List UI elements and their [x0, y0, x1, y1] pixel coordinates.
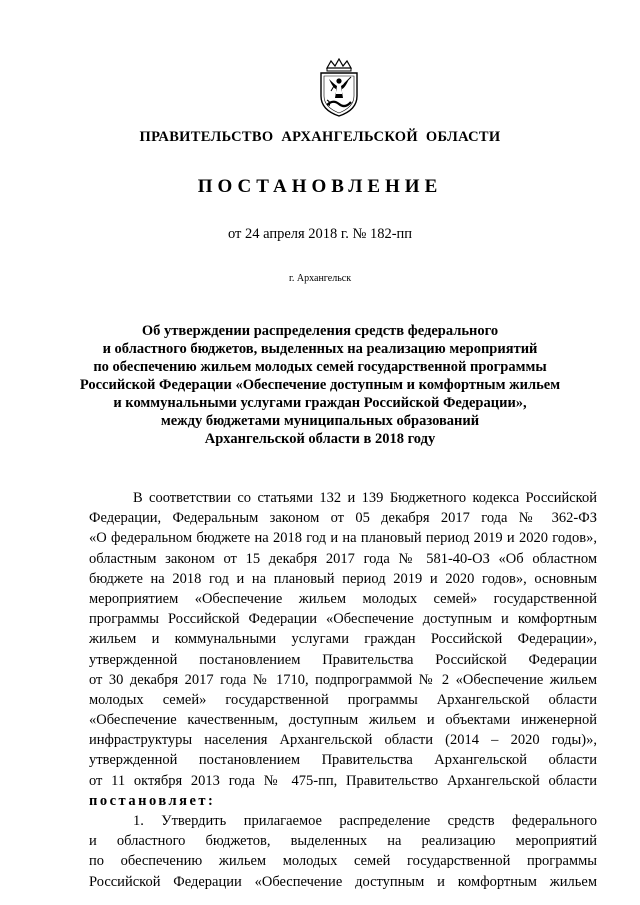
resolves-word: постановляет — [89, 792, 209, 809]
subject-line: и коммунальными услугами граждан Российской Федерации», — [113, 395, 527, 411]
subject-line: Российской Федерации «Обеспечение доступным и комфортным жильем — [79, 377, 561, 393]
body-line: утвержденной постановлением Правительства Архангельской области — [89, 752, 597, 769]
body-line: инфраструктуры населения Архангельской области (2014 – 2020 годы)», — [89, 732, 597, 749]
subject-line: Об утверждении распределения средств федерального — [141, 323, 499, 339]
body-line: молодых семей» государственной программы Архангельской области — [89, 691, 597, 708]
body-line: «Обеспечение качественным, доступным жильем и объектами инженерной — [89, 712, 597, 729]
body-line: бюджете на 2018 год и на плановый период 2019 и 2020 годов», основным — [89, 570, 597, 587]
body-line: Федерации, Федеральным законом от 05 декабря 2017 года № 362-ФЗ — [89, 510, 597, 527]
subject-line: между бюджетами муниципальных образований — [160, 413, 480, 429]
body-line: жильем и коммунальными услугами граждан Российской Федерации», — [89, 631, 597, 648]
arkhangelsk-coat-of-arms-icon — [315, 58, 363, 118]
body-line: по обеспечению жильем молодых семей государственной программы — [89, 853, 597, 870]
subject-line: Архангельской области в 2018 году — [204, 431, 436, 447]
body-line: от 30 декабря 2017 года № 1710, подпрограммой № 2 «Обеспечение жильем — [89, 671, 597, 688]
subject-line: по обеспечению жильем молодых семей государственной программы — [93, 359, 547, 375]
body-line: Российской Федерации «Обеспечение доступным и комфортным жильем — [89, 873, 597, 890]
body-line: мероприятием «Обеспечение жильем молодых семей» государственной — [89, 590, 597, 607]
document-city: г. Архангельск — [288, 273, 352, 284]
subject-line: и областного бюджетов, выделенных на реализацию мероприятий — [102, 341, 538, 357]
document-date-number: от 24 апреля 2018 г. № 182-пп — [227, 226, 413, 242]
document-type: ПОСТАНОВЛЕНИЕ — [197, 176, 443, 197]
resolves-colon: : — [208, 792, 213, 809]
body-line: и областного бюджетов, выделенных на реализацию мероприятий — [89, 833, 597, 850]
government-name: ПРАВИТЕЛЬСТВО АРХАНГЕЛЬСКОЙ ОБЛАСТИ — [139, 129, 501, 145]
body-line: от 11 октября 2013 года № 475-пп, Правительство Архангельской области — [89, 772, 597, 789]
body-line: В соответствии со статьями 132 и 139 Бюджетного кодекса Российской — [133, 490, 597, 506]
body-line: «О федеральном бюджете на 2018 год и на плановый период 2019 и 2020 годов», — [89, 530, 597, 547]
body-line: областным законом от 15 декабря 2017 года № 581-40-ОЗ «Об областном — [89, 550, 597, 567]
body-line: 1. Утвердить прилагаемое распределение средств федерального — [133, 813, 597, 829]
body-line: утвержденной постановлением Правительства Российской Федерации — [89, 651, 597, 668]
resolves-line — [89, 791, 597, 811]
document-body — [89, 488, 597, 892]
document-subject — [60, 322, 580, 448]
body-line: программы Российской Федерации «Обеспечение доступным и комфортным — [89, 611, 597, 628]
